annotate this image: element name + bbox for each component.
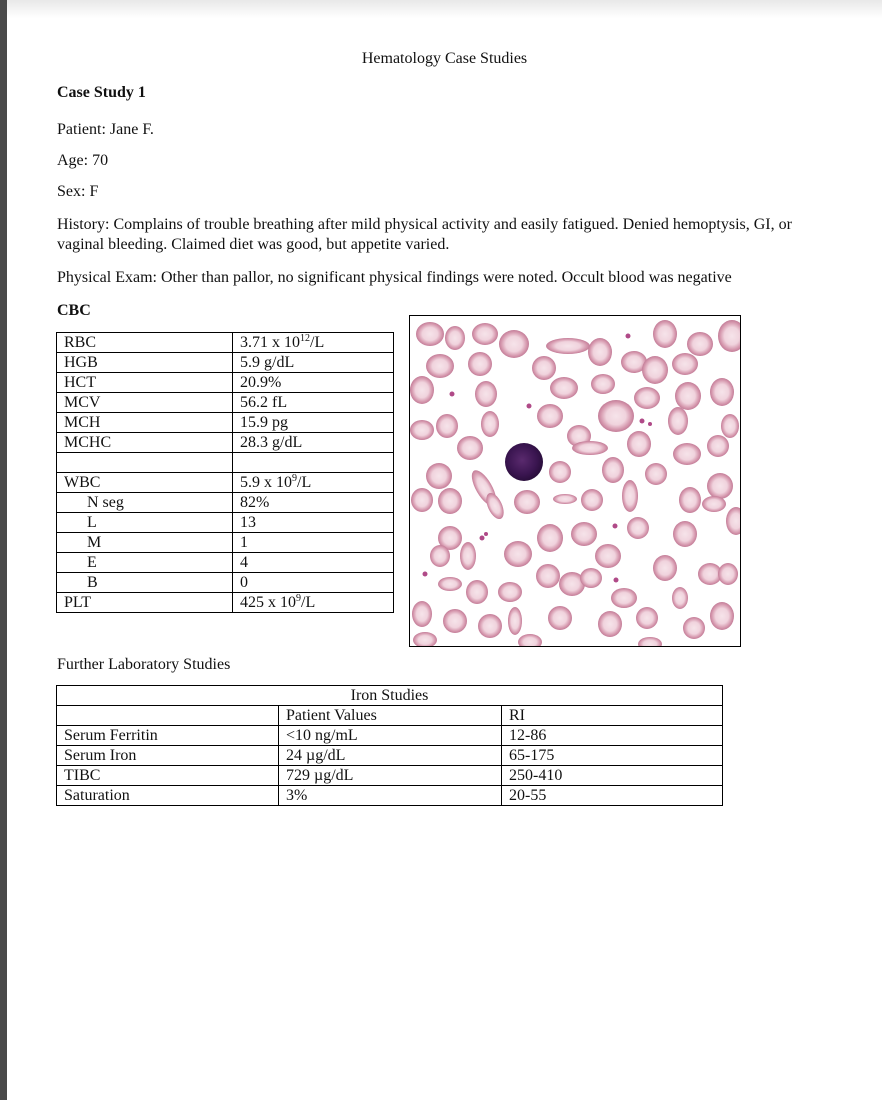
table-header-row — [57, 706, 723, 726]
table-row — [57, 393, 394, 413]
reference-interval: 12-86 — [502, 726, 723, 746]
cbc-value: 5.9 g/dL — [233, 353, 394, 373]
table-row-spacer — [57, 453, 394, 473]
table-row — [57, 413, 394, 433]
table-row — [57, 533, 394, 553]
table-row — [57, 353, 394, 373]
table-title-row — [57, 686, 723, 706]
cbc-value: 1 — [233, 533, 394, 553]
cbc-heading: CBC — [57, 302, 91, 319]
further-lab-heading: Further Laboratory Studies — [57, 656, 231, 673]
patient-name: Patient: Jane F. — [57, 121, 154, 138]
cbc-value: 56.2 fL — [233, 393, 394, 413]
table-row — [57, 726, 723, 746]
patient-value: 729 µg/dL — [279, 766, 502, 786]
viewer-edge — [0, 0, 7, 1100]
cbc-label: RBC — [57, 333, 233, 353]
reference-interval: 250-410 — [502, 766, 723, 786]
cbc-table — [56, 332, 394, 613]
cbc-label: B — [57, 573, 233, 593]
cbc-label: M — [57, 533, 233, 553]
cbc-label: N seg — [57, 493, 233, 513]
table-row — [57, 473, 394, 493]
column-header: Patient Values — [279, 706, 502, 726]
test-name: TIBC — [57, 766, 279, 786]
cbc-label: L — [57, 513, 233, 533]
patient-history: History: Complains of trouble breathing after mild physical activity and easily fatigued. Denied hemoptysis, GI, or vaginal bleeding. Claimed diet was good, but appetite varied. — [57, 216, 792, 253]
cbc-value: 3.71 x $10^{12}/L$ — [233, 333, 394, 353]
blood-smear-image — [409, 315, 741, 647]
cbc-label: WBC — [57, 473, 233, 493]
cbc-value: 15.9 pg — [233, 413, 394, 433]
table-row — [57, 746, 723, 766]
cbc-label: E — [57, 553, 233, 573]
case-heading: Case Study 1 — [57, 84, 146, 101]
cbc-value: 425 x $10^9/L$ — [233, 593, 394, 613]
table-row — [57, 593, 394, 613]
iron-studies-title: Iron Studies — [57, 686, 723, 706]
cbc-value: 20.9% — [233, 373, 394, 393]
patient-sex: Sex: F — [57, 183, 99, 200]
table-row — [57, 513, 394, 533]
cbc-label: HGB — [57, 353, 233, 373]
cbc-label: MCH — [57, 413, 233, 433]
cbc-value: 82% — [233, 493, 394, 513]
table-row — [57, 766, 723, 786]
cbc-value: 5.9 x $10^9/L$ — [233, 473, 394, 493]
cbc-value: 28.3 g/dL — [233, 433, 394, 453]
table-row — [57, 333, 394, 353]
physical-exam: Physical Exam: Other than pallor, no significant physical findings were noted. Occult blood was negative — [57, 269, 732, 286]
table-row — [57, 786, 723, 806]
table-row — [57, 553, 394, 573]
cbc-label: MCHC — [57, 433, 233, 453]
patient-value: 24 µg/dL — [279, 746, 502, 766]
blood-smear-illustration — [410, 316, 740, 646]
test-name: Saturation — [57, 786, 279, 806]
column-header: RI — [502, 706, 723, 726]
cbc-label: PLT — [57, 593, 233, 613]
table-row — [57, 493, 394, 513]
patient-age: Age: 70 — [57, 152, 109, 169]
table-row — [57, 433, 394, 453]
patient-value: 3% — [279, 786, 502, 806]
reference-interval: 65-175 — [502, 746, 723, 766]
document-page — [7, 0, 882, 1100]
test-name: Serum Ferritin — [57, 726, 279, 746]
cbc-label: MCV — [57, 393, 233, 413]
iron-studies-table — [56, 685, 723, 806]
test-name: Serum Iron — [57, 746, 279, 766]
cbc-label: HCT — [57, 373, 233, 393]
cbc-value: 13 — [233, 513, 394, 533]
column-header — [57, 706, 279, 726]
patient-value: <10 ng/mL — [279, 726, 502, 746]
table-row — [57, 573, 394, 593]
cbc-value: 0 — [233, 573, 394, 593]
table-row — [57, 373, 394, 393]
document-title: Hematology Case Studies — [361, 50, 528, 67]
cbc-value: 4 — [233, 553, 394, 573]
reference-interval: 20-55 — [502, 786, 723, 806]
